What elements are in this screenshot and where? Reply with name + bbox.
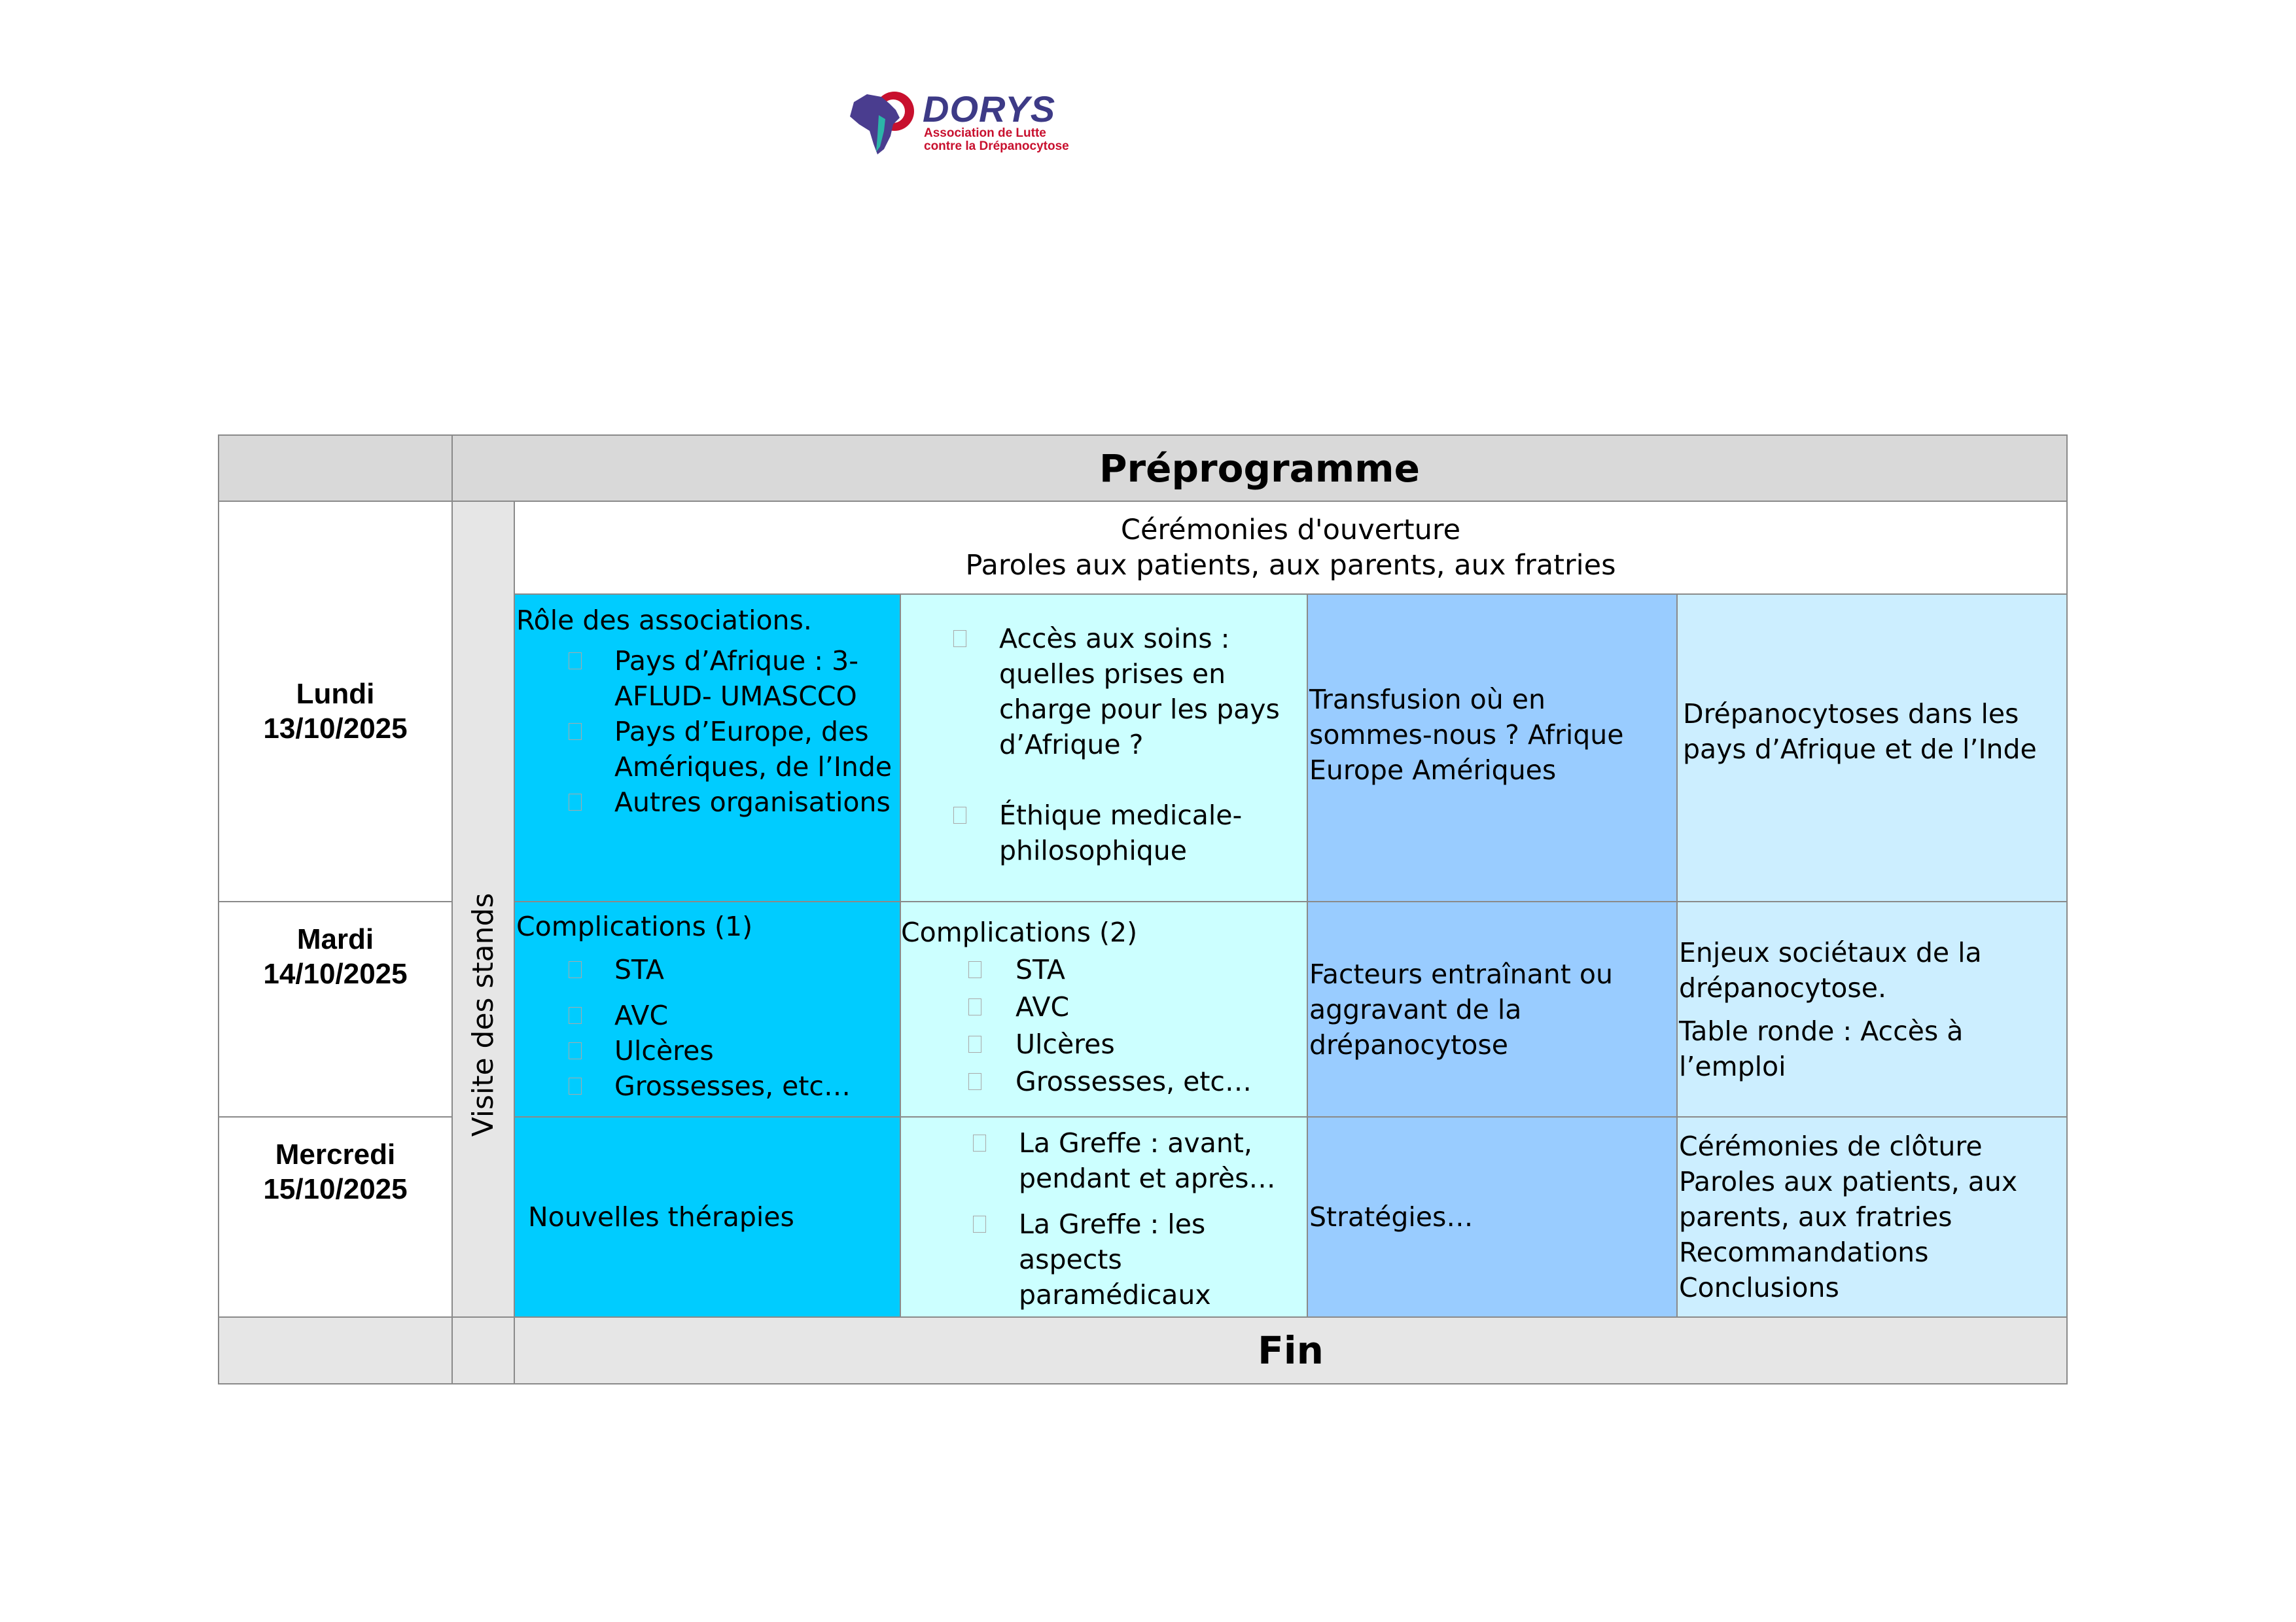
tuesday-complications-2-cell	[900, 901, 1308, 1118]
day-cell-wednesday	[218, 1116, 453, 1318]
list-item: Accès aux soins : quelles prises en charge pour les pays d’Afrique ?	[901, 621, 1300, 762]
cell-text: Stratégies…	[1309, 1201, 1474, 1233]
stands-column	[451, 501, 515, 1318]
associations-list	[516, 643, 893, 820]
cell-text: Transfusion où en sommes-nous ? Afrique Europe Amériques	[1309, 684, 1624, 786]
list-item: Grossesses, etc…	[901, 1063, 1307, 1101]
footer-stands-cell	[451, 1316, 515, 1384]
cell-text: Recommandations	[1679, 1237, 1929, 1268]
cell-text: Paroles aux patients, aux parents, aux fratries	[1679, 1166, 2018, 1233]
cell-title: Rôle des associations.	[516, 605, 812, 636]
monday-care-access-cell	[900, 593, 1308, 902]
header-title: Préprogramme	[451, 434, 2068, 502]
wednesday-therapies-cell	[514, 1116, 901, 1318]
day-date: 14/10/2025	[263, 958, 408, 990]
cell-text: Table ronde : Accès à l’emploi	[1679, 1015, 1964, 1082]
cell-title: Complications (2)	[901, 917, 1138, 948]
list-item: AVC	[901, 989, 1307, 1026]
wednesday-transplant-cell	[900, 1116, 1308, 1318]
opening-ceremonies-cell	[514, 501, 2068, 595]
day-date: 15/10/2025	[263, 1173, 408, 1205]
cell-text: Enjeux sociétaux de la drépanocytose.	[1679, 936, 1982, 1004]
list-item: AVC	[516, 998, 900, 1033]
list-item: La Greffe : les aspects paramédicaux	[901, 1207, 1307, 1313]
list-item: La Greffe : avant, pendant et après…	[901, 1125, 1307, 1196]
checkbox-bullet-icon	[569, 652, 582, 669]
complications-2-list	[901, 951, 1307, 1101]
footer-title: Fin	[514, 1316, 2068, 1384]
checkbox-bullet-icon	[569, 1078, 582, 1095]
logo-brand: DORYS	[923, 88, 1056, 130]
day-name: Lundi	[296, 678, 375, 710]
list-item: Pays d’Afrique : 3-AFLUD- UMASCCO	[516, 643, 893, 714]
transplant-list	[901, 1125, 1307, 1313]
list-item: Éthique medicale-philosophique	[901, 798, 1300, 868]
cell-text: Nouvelles thérapies	[528, 1201, 794, 1233]
tuesday-societal-cell	[1676, 901, 2068, 1118]
logo-tagline-line-2: contre la Drépanocytose	[924, 139, 1069, 153]
checkbox-bullet-icon	[968, 1036, 981, 1053]
monday-drepanocytoses-cell	[1676, 593, 2068, 902]
tuesday-factors-cell	[1307, 901, 1678, 1118]
checkbox-bullet-icon	[968, 961, 981, 978]
checkbox-bullet-icon	[569, 1007, 582, 1024]
opening-line-1: Cérémonies d'ouverture	[1120, 514, 1461, 546]
care-access-list	[901, 621, 1300, 868]
logo-tagline-line-1: Association de Lutte	[924, 126, 1046, 140]
checkbox-bullet-icon	[968, 998, 981, 1015]
day-date: 13/10/2025	[263, 713, 408, 745]
checkbox-bullet-icon	[569, 961, 582, 978]
list-item: Pays d’Europe, des Amériques, de l’Inde	[516, 714, 893, 785]
checkbox-bullet-icon	[953, 807, 966, 824]
header-corner-cell	[218, 434, 453, 502]
cell-text: Conclusions	[1679, 1272, 1839, 1303]
cell-text: Facteurs entraînant ou aggravant de la drépanocytose	[1309, 958, 1613, 1061]
list-item: Grossesses, etc…	[516, 1068, 900, 1104]
complications-1-list	[516, 952, 900, 1104]
footer-corner-cell	[218, 1316, 453, 1384]
checkbox-bullet-icon	[953, 630, 966, 647]
checkbox-bullet-icon	[569, 794, 582, 811]
day-cell-tuesday	[218, 901, 453, 1118]
list-item: Ulcères	[516, 1033, 900, 1068]
list-item: STA	[516, 952, 900, 987]
checkbox-bullet-icon	[973, 1135, 986, 1152]
monday-associations-cell	[514, 593, 901, 902]
list-item: Ulcères	[901, 1026, 1307, 1063]
checkbox-bullet-icon	[569, 1042, 582, 1059]
wednesday-strategies-cell	[1307, 1116, 1678, 1318]
day-name: Mercredi	[275, 1138, 396, 1171]
cell-text: Drépanocytoses dans les pays d’Afrique et de l’Inde	[1683, 698, 2037, 765]
cell-text: Cérémonies de clôture	[1679, 1131, 1983, 1162]
logo-tagline	[924, 127, 1069, 153]
list-item: Autres organisations	[516, 785, 893, 820]
africa-map-icon	[841, 84, 926, 162]
wednesday-closing-cell	[1676, 1116, 2068, 1318]
dorys-logo	[841, 84, 1116, 162]
checkbox-bullet-icon	[973, 1216, 986, 1233]
cell-title: Complications (1)	[516, 911, 753, 942]
list-item: STA	[901, 951, 1307, 989]
programme-table	[219, 435, 2067, 1384]
checkbox-bullet-icon	[569, 723, 582, 740]
stands-label: Visite des stands	[466, 893, 500, 1137]
checkbox-bullet-icon	[968, 1073, 981, 1090]
day-cell-monday	[218, 501, 453, 902]
opening-line-2: Paroles aux patients, aux parents, aux fratries	[965, 549, 1616, 582]
day-name: Mardi	[296, 923, 374, 955]
monday-transfusion-cell	[1307, 593, 1678, 902]
tuesday-complications-1-cell	[514, 901, 901, 1118]
